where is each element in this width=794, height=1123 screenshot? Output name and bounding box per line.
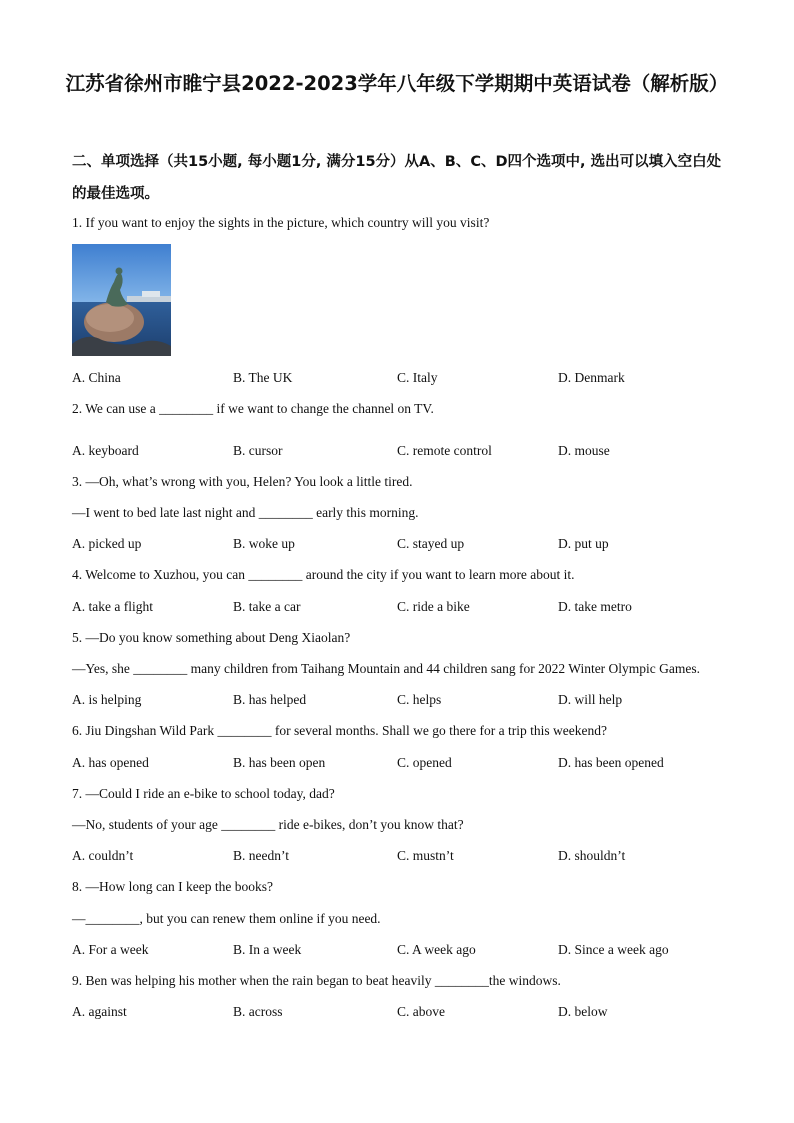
question-4-option-c[interactable]: C. ride a bike [397, 599, 470, 614]
question-8-option-b[interactable]: B. In a week [233, 942, 302, 957]
section-heading: 二、单项选择（共15小题, 每小题1分, 满分15分）从A、B、C、D四个选项中, 选出可以填入空白处的最佳选项。 [72, 154, 722, 202]
page-title: 江苏省徐州市睢宁县2022-2023学年八年级下学期期中英语试卷（解析版） [65, 72, 729, 95]
question-3-stem: 3. —Oh, what’s wrong with you, Helen? You look a little tired. [72, 474, 413, 489]
question-2-option-b[interactable]: B. cursor [233, 443, 283, 458]
question-1-stem: 1. If you want to enjoy the sights in the picture, which country will you visit? [72, 215, 490, 230]
little-mermaid-photo [72, 244, 171, 356]
question-6-option-c[interactable]: C. opened [397, 755, 452, 770]
question-8-option-d[interactable]: D. Since a week ago [558, 942, 669, 957]
question-5-option-c[interactable]: C. helps [397, 692, 442, 707]
question-2-option-c[interactable]: C. remote control [397, 443, 492, 458]
question-5-stem: 5. —Do you know something about Deng Xiaolan? [72, 630, 351, 645]
question-8-stem-line-2: —________, but you can renew them online if you need. [72, 911, 381, 926]
question-5-option-a[interactable]: A. is helping [72, 692, 142, 707]
question-3-stem-line-2: —I went to bed late last night and ________ early this morning. [72, 505, 419, 520]
question-7-stem-line-2: —No, students of your age ________ ride e-bikes, don’t you know that? [72, 817, 464, 832]
question-7-option-c[interactable]: C. mustn’t [397, 848, 454, 863]
question-7-option-d[interactable]: D. shouldn’t [558, 848, 626, 863]
question-1-option-b[interactable]: B. The UK [233, 370, 293, 385]
question-4-stem: 4. Welcome to Xuzhou, you can ________ around the city if you want to learn more about it. [72, 567, 575, 582]
question-5-option-b[interactable]: B. has helped [233, 692, 307, 707]
question-5-option-d[interactable]: D. will help [558, 692, 623, 707]
question-3-option-a[interactable]: A. picked up [72, 536, 142, 551]
question-8-option-a[interactable]: A. For a week [72, 942, 149, 957]
question-9-option-d[interactable]: D. below [558, 1004, 608, 1019]
question-4-option-d[interactable]: D. take metro [558, 599, 632, 614]
question-7-option-b[interactable]: B. needn’t [233, 848, 289, 863]
question-9-option-a[interactable]: A. against [72, 1004, 127, 1019]
question-3-option-d[interactable]: D. put up [558, 536, 609, 551]
question-2-option-d[interactable]: D. mouse [558, 443, 610, 458]
question-9-stem: 9. Ben was helping his mother when the rain began to beat heavily ________the windows. [72, 973, 561, 988]
question-4-option-b[interactable]: B. take a car [233, 599, 301, 614]
question-6-option-a[interactable]: A. has opened [72, 755, 149, 770]
question-3-option-b[interactable]: B. woke up [233, 536, 295, 551]
question-6-option-d[interactable]: D. has been opened [558, 755, 664, 770]
question-9-option-c[interactable]: C. above [397, 1004, 445, 1019]
question-1-option-d[interactable]: D. Denmark [558, 370, 625, 385]
question-1-option-c[interactable]: C. Italy [397, 370, 438, 385]
question-8-option-c[interactable]: C. A week ago [397, 942, 476, 957]
question-1-option-a[interactable]: A. China [72, 370, 121, 385]
question-7-option-a[interactable]: A. couldn’t [72, 848, 134, 863]
question-6-option-b[interactable]: B. has been open [233, 755, 326, 770]
question-9-option-b[interactable]: B. across [233, 1004, 283, 1019]
question-6-stem: 6. Jiu Dingshan Wild Park ________ for several months. Shall we go there for a trip this weekend? [72, 723, 607, 738]
question-2-option-a[interactable]: A. keyboard [72, 443, 139, 458]
question-5-stem-line-2: —Yes, she ________ many children from Taihang Mountain and 44 children sang for 2022 Winter Olympic Games. [72, 661, 701, 676]
question-4-option-a[interactable]: A. take a flight [72, 599, 153, 614]
question-8-stem: 8. —How long can I keep the books? [72, 879, 273, 894]
question-3-option-c[interactable]: C. stayed up [397, 536, 465, 551]
question-7-stem: 7. —Could I ride an e-bike to school today, dad? [72, 786, 335, 801]
question-2-stem: 2. We can use a ________ if we want to change the channel on TV. [72, 401, 434, 416]
